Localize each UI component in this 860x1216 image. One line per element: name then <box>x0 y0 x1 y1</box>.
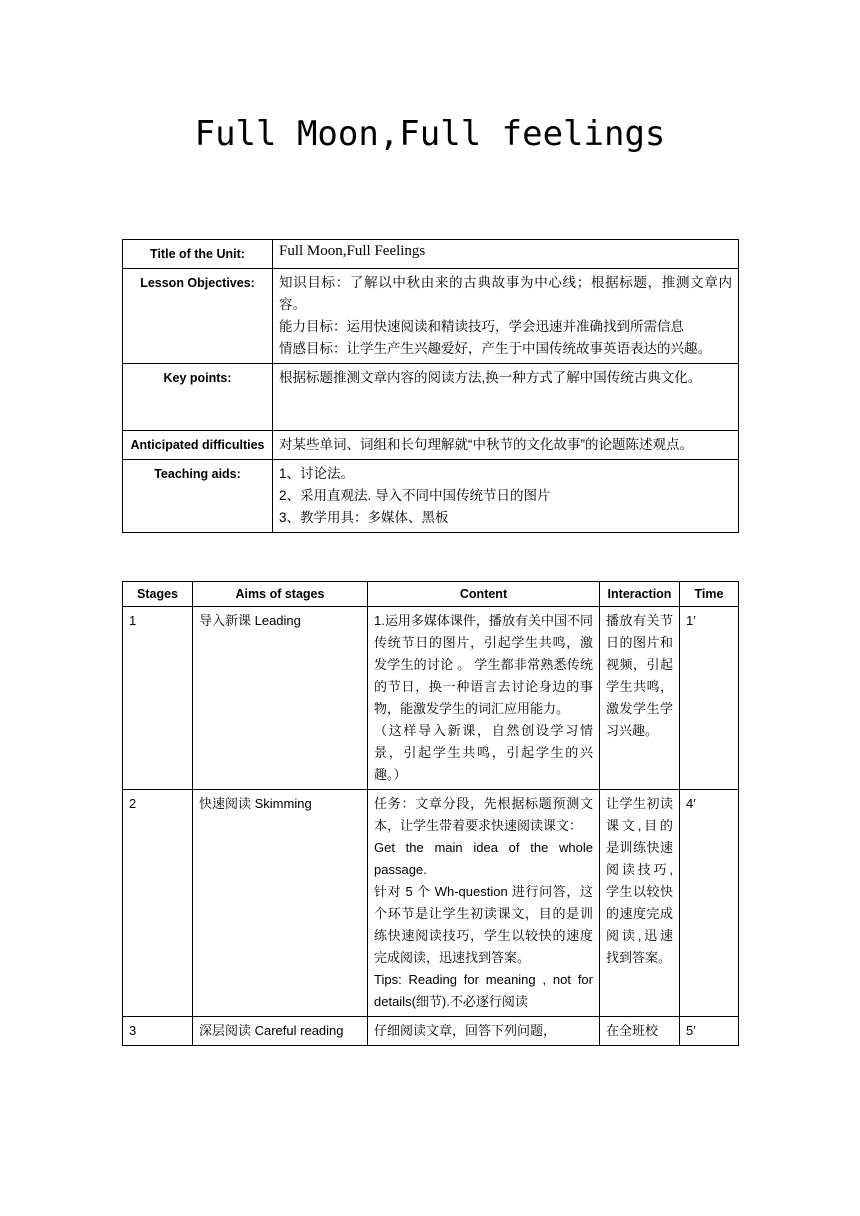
objectives-label: Lesson Objectives: <box>123 269 273 364</box>
stage-time: 4′ <box>680 790 739 1017</box>
stage-number: 3 <box>123 1017 193 1046</box>
aid-item: 1、讨论法。 <box>279 466 355 481</box>
stage-number: 2 <box>123 790 193 1017</box>
difficulties-row <box>123 431 739 460</box>
stage-aim: 快速阅读 Skimming <box>193 790 368 1017</box>
stage-aim: 导入新课 Leading <box>193 607 368 790</box>
unit-title-value: Full Moon,Full Feelings <box>273 240 739 269</box>
content-paragraph: （这样导入新课，自然创设学习情景，引起学生共鸣，引起学生的兴趣。） <box>374 723 593 782</box>
aids-row <box>123 460 739 533</box>
stage-interaction: 在全班校 <box>600 1017 680 1046</box>
stages-header-row <box>123 582 739 607</box>
header-content: Content <box>368 582 600 607</box>
aid-item: 2、采用直观法. 导入不同中国传统节日的图片 <box>279 488 551 503</box>
objective-emotion: 情感目标：让学生产生兴趣爱好，产生于中国传统故事英语表达的兴趣。 <box>279 341 711 356</box>
unit-title-row <box>123 240 739 269</box>
aids-label: Teaching aids: <box>123 460 273 533</box>
content-paragraph: 任务：文章分段，先根据标题预测文本，让学生带着要求快速阅读课文： <box>374 796 593 833</box>
stage-interaction: 让学生初读课文,目的是训练快速阅读技巧,学生以较快的速度完成阅读,迅速找到答案。 <box>600 790 680 1017</box>
header-time: Time <box>680 582 739 607</box>
table-row <box>123 1017 739 1046</box>
objective-ability: 能力目标：运用快速阅读和精读技巧，学会迅速并准确找到所需信息 <box>279 319 684 334</box>
difficulties-value: 对某些单词、词组和长句理解就“中秋节的文化故事”的论题陈述观点。 <box>273 431 739 460</box>
stage-content <box>368 1017 600 1046</box>
header-interaction: Interaction <box>600 582 680 607</box>
aid-item: 3、教学用具：多媒体、黑板 <box>279 510 449 525</box>
stage-content <box>368 790 600 1017</box>
page-title: Full Moon,Full feelings <box>194 114 666 154</box>
unit-title-label: Title of the Unit: <box>123 240 273 269</box>
keypoints-row <box>123 364 739 431</box>
unit-info-table <box>122 239 739 533</box>
header-stages: Stages <box>123 582 193 607</box>
content-paragraph: 1.运用多媒体课件，播放有关中国不同传统节日的图片，引起学生共鸣，激发学生的讨论 。 学生都非常熟悉传统的节日，换一种语言去讨论身边的事物，能激发学生的词汇应用能力。 <box>374 613 593 716</box>
header-aims: Aims of stages <box>193 582 368 607</box>
stage-time: 1′ <box>680 607 739 790</box>
stage-aim: 深层阅读 Careful reading <box>193 1017 368 1046</box>
objectives-value <box>273 269 739 364</box>
content-paragraph: Tips: Reading for meaning , not for details(细节).不必逐行阅读 <box>374 972 593 1009</box>
difficulties-label: Anticipated difficulties <box>123 431 273 460</box>
stage-content <box>368 607 600 790</box>
aids-value <box>273 460 739 533</box>
content-paragraph: 针对 5 个 Wh-question 进行问答，这个环节是让学生初读课文，目的是训练快速阅读技巧，学生以较快的速度完成阅读，迅速找到答案。 <box>374 884 593 965</box>
stages-table <box>122 581 739 1046</box>
table-row <box>123 790 739 1017</box>
table-row <box>123 607 739 790</box>
content-paragraph: Get the main idea of the whole passage. <box>374 840 593 877</box>
stage-time: 5′ <box>680 1017 739 1046</box>
objectives-row <box>123 269 739 364</box>
objective-knowledge: 知识目标：了解以中秋由来的古典故事为中心线；根据标题，推测文章内容。 <box>279 275 732 312</box>
content-paragraph: 仔细阅读文章，回答下列问题， <box>374 1023 557 1038</box>
stage-interaction: 播放有关节日的图片和视频，引起学生共鸣，激发学生学习兴趣。 <box>600 607 680 790</box>
keypoints-value: 根据标题推测文章内容的阅读方法,换一种方式了解中国传统古典文化。 <box>273 364 739 431</box>
stage-number: 1 <box>123 607 193 790</box>
keypoints-label: Key points: <box>123 364 273 431</box>
